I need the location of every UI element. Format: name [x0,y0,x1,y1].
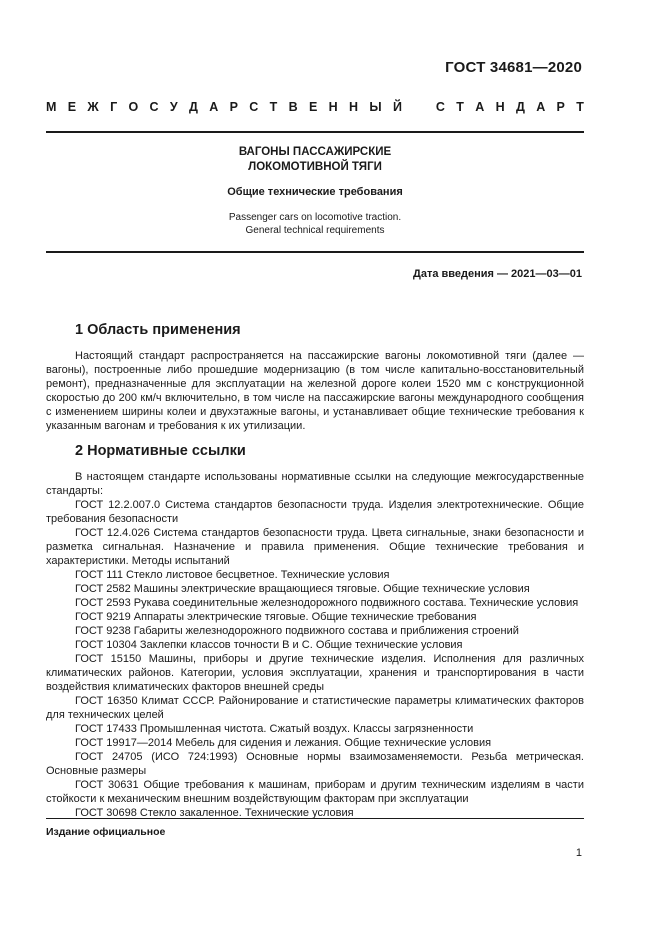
banner-letter: С [435,100,445,114]
banner-letter: М [46,100,57,114]
banner-letter: Ы [369,100,382,114]
reference-item: ГОСТ 9219 Аппараты электрические тяговые. Общие технические требования [75,611,477,623]
banner-letter: С [249,100,259,114]
document-subtitle: Общие технические требования [227,186,403,198]
banner-letter: А [536,100,546,114]
banner-letter: Р [229,100,238,114]
banner-letter: Т [269,100,278,114]
reference-item: ГОСТ 15150 Машины, приборы и другие технические изделия. Исполнения для различных климатических районов. Категории, условия эксплуатации, хранения и транспортирования в части воздействия климатических факторов внешней среды [46,653,584,693]
banner-letter: Ж [87,100,99,114]
english-title [46,211,584,237]
title-line: ВАГОНЫ ПАССАЖИРСКИЕ [238,146,392,158]
banner-letter: У [169,100,178,114]
document-title [46,145,584,175]
banner-letter: Н [495,100,505,114]
reference-item: ГОСТ 9238 Габариты железнодорожного подвижного состава и приближения строений [75,625,519,637]
reference-item: ГОСТ 12.2.007.0 Система стандартов безопасности труда. Изделия электротехнические. Общие требования безопасности [46,499,584,525]
banner-letter: Г [110,100,118,114]
banner-letter: В [288,100,298,114]
reference-item: ГОСТ 19917—2014 Мебель для сидения и лежания. Общие технические условия [75,737,492,749]
banner-letter: Д [515,100,525,114]
footer-rule [46,818,584,819]
banner-letter: Н [349,100,359,114]
banner-letter: Н [328,100,338,114]
references-list [46,470,584,820]
section-heading-scope: 1 Область применения [75,322,241,338]
reference-item: ГОСТ 12.4.026 Система стандартов безопасности труда. Цвета сигнальные, знаки безопасности и разметка сигнальная. Назначение и правила применения. Общие технические требования и характеристики. Методы испытаний [46,527,584,567]
paragraph: Настоящий стандарт распространяется на пассажирские вагоны локомотивной тяги (далее — вагоны), построенные либо прошедшие модернизацию (в том числе капитально-восстановительный ремонт), предназначенные для эксплуатации на железной дороге колеи 1520 мм с конструкционной скоростью до 200 км/ч включительно, в том числе на пассажирские вагоны международного сообщения с изменением ширины колеи и двухэтажные вагоны, и устанавливает общие технические требования к указанным вагонам и требования к их утилизации. [46,350,584,432]
section-heading-references: 2 Нормативные ссылки [75,443,246,459]
banner-letter: Р [556,100,565,114]
banner-letter: О [128,100,139,114]
banner-letter: Е [67,100,77,114]
introduction-date: Дата введения — 2021—03—01 [413,268,582,280]
doc-number: ГОСТ 34681—2020 [445,59,582,76]
title-line: ЛОКОМОТИВНОЙ ТЯГИ [248,161,382,173]
reference-item: ГОСТ 30698 Стекло закаленное. Технические условия [75,807,354,819]
edition-label: Издание официальное [46,826,166,838]
reference-item: ГОСТ 111 Стекло листовое бесцветное. Технические условия [75,569,390,581]
reference-item: ГОСТ 24705 (ИСО 724:1993) Основные нормы взаимозаменяемости. Резьба метрическая. Основные размеры [46,751,584,777]
reference-item: ГОСТ 16350 Климат СССР. Районирование и статистические параметры климатических факторов для технических целей [46,695,584,721]
english-title-line: General technical requirements [245,225,385,236]
banner-letter: Т [576,100,584,114]
banner-letter: С [149,100,159,114]
reference-item: ГОСТ 17433 Промышленная чистота. Сжатый воздух. Классы загрязненности [75,723,474,735]
reference-item: ГОСТ 2582 Машины электрические вращающиеся тяговые. Общие технические условия [75,583,530,595]
page-number: 1 [575,847,582,859]
english-title-line: Passenger cars on locomotive traction. [228,212,402,223]
reference-item: ГОСТ 30631 Общие требования к машинам, приборам и другим техническим изделиям в части стойкости к механическим внешним воздействующим факторам при эксплуатации [46,779,584,805]
header-rule [46,131,584,133]
section-body-scope [46,349,584,433]
banner-letter: А [475,100,485,114]
standard-banner [46,100,584,114]
banner-letter: А [209,100,219,114]
banner-letter: Й [392,100,402,114]
reference-item: В настоящем стандарте использованы нормативные ссылки на следующие межгосударственные стандарты: [46,471,584,497]
banner-letter: Т [456,100,464,114]
title-rule [46,251,584,253]
reference-item: ГОСТ 2593 Рукава соединительные железнодорожного подвижного состава. Технические условия [75,597,579,609]
banner-letter: Е [308,100,318,114]
reference-item: ГОСТ 10304 Заклепки классов точности В и С. Общие технические условия [75,639,463,651]
banner-letter: Д [189,100,198,114]
